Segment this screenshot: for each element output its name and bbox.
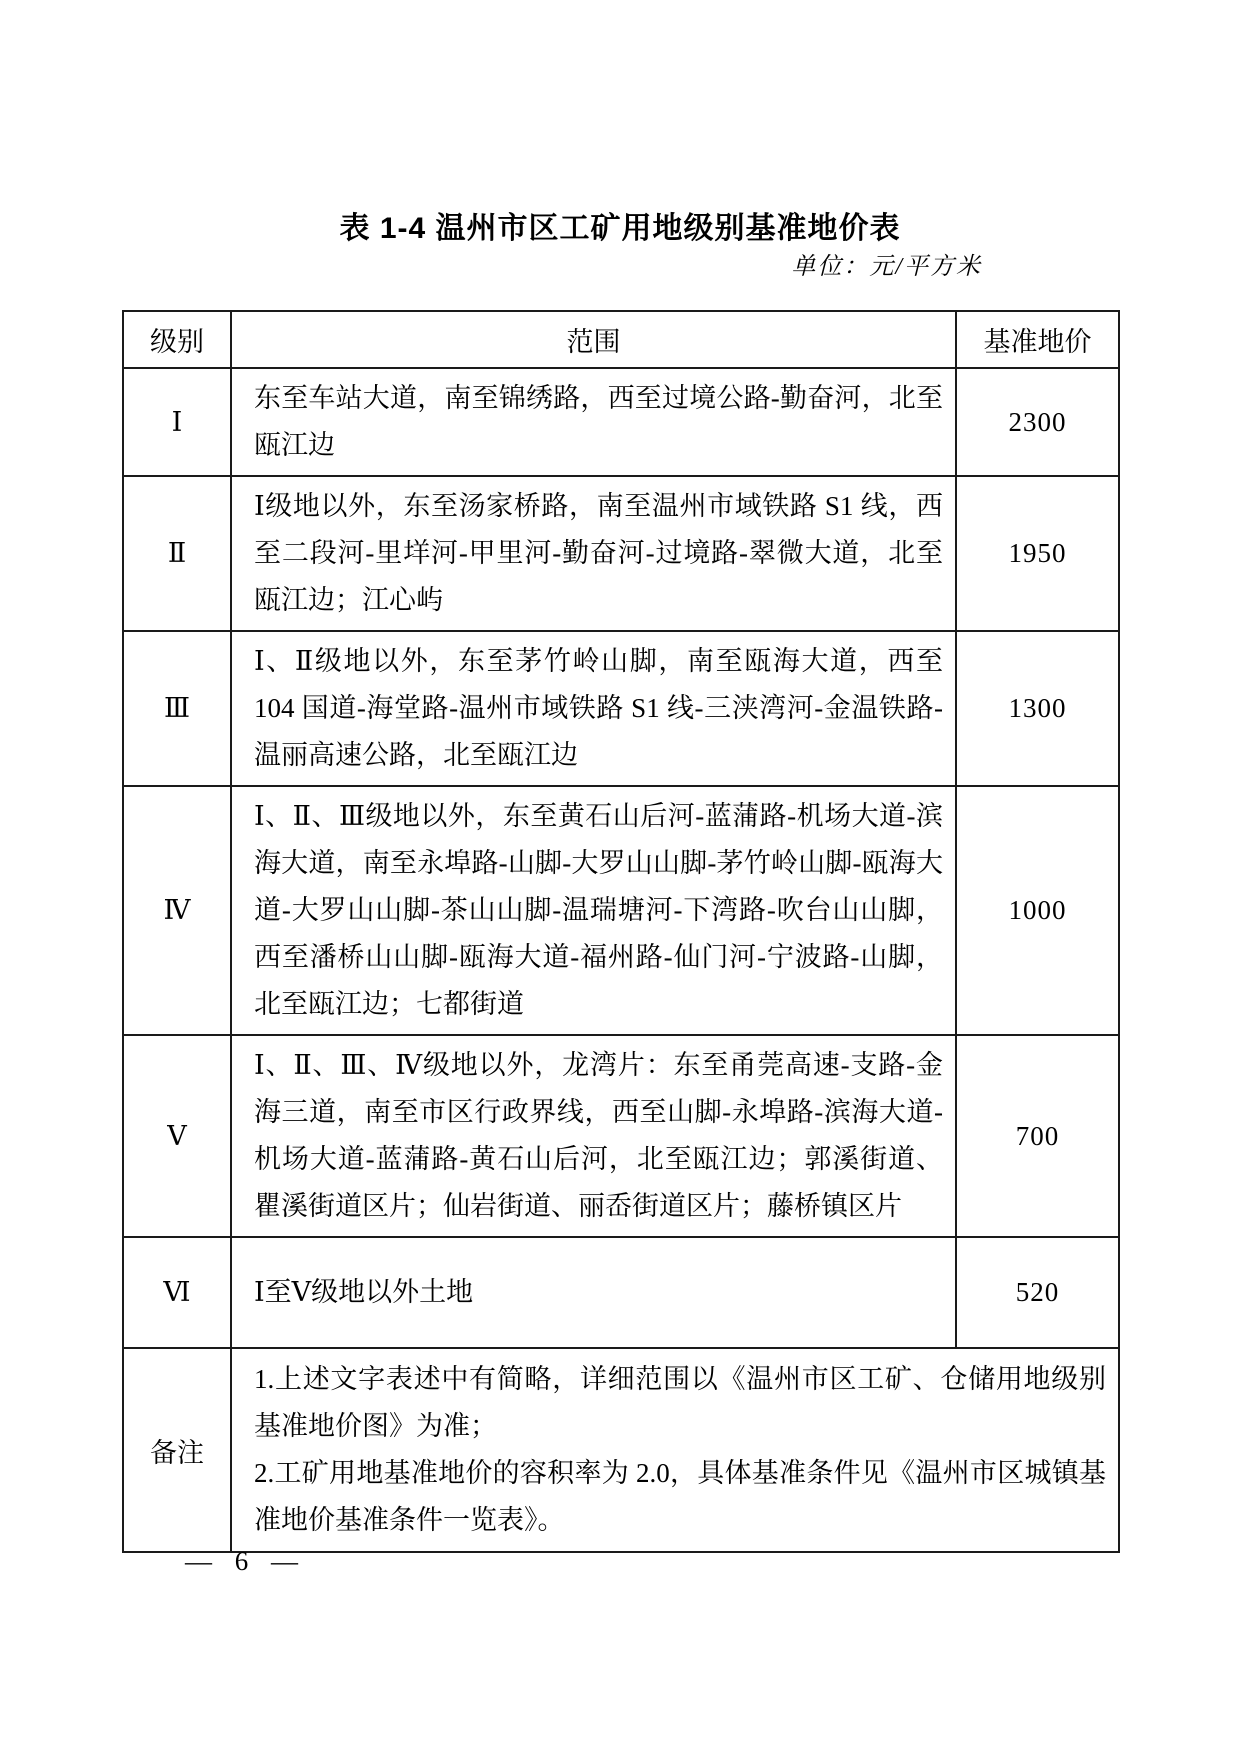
header-price: 基准地价 bbox=[956, 311, 1119, 368]
table-row-grade-2 bbox=[123, 476, 1119, 631]
table-row-grade-4 bbox=[123, 786, 1119, 1035]
grade-label: Ⅲ bbox=[123, 631, 231, 786]
grade-label: Ⅰ bbox=[123, 368, 231, 476]
range-text: Ⅰ至Ⅴ级地以外土地 bbox=[231, 1237, 956, 1348]
page-title: 表 1-4 温州市区工矿用地级别基准地价表 bbox=[339, 212, 901, 245]
range-text: Ⅰ、Ⅱ、Ⅲ、Ⅳ级地以外，龙湾片：东至甬莞高速-支路-金海三道，南至市区行政界线，西至山脚-永埠路-滨海大道-机场大道-蓝蒲路-黄石山后河，北至瓯江边；郭溪街道、瞿溪街道区片；仙岩街道、丽岙街道区片；藤桥镇区片 bbox=[231, 1035, 956, 1237]
price-value: 700 bbox=[956, 1035, 1119, 1237]
table-row-grade-6 bbox=[123, 1237, 1119, 1348]
remark-line-2: 2.工矿用地基准地价的容积率为 2.0，具体基准条件见《温州市区城镇基准地价基准条件一览表》。 bbox=[254, 1458, 1106, 1535]
table-row-grade-5 bbox=[123, 1035, 1119, 1237]
range-text: Ⅰ级地以外，东至汤家桥路，南至温州市域铁路 S1 线，西至二段河-里垟河-甲里河-勤奋河-过境路-翠微大道，北至瓯江边；江心屿 bbox=[231, 476, 956, 631]
grade-label: Ⅳ bbox=[123, 786, 231, 1035]
range-text: 东至车站大道，南至锦绣路，西至过境公路-勤奋河，北至瓯江边 bbox=[231, 368, 956, 476]
table-header-row bbox=[123, 311, 1119, 368]
price-value: 1950 bbox=[956, 476, 1119, 631]
header-range: 范围 bbox=[231, 311, 956, 368]
remark-label: 备注 bbox=[123, 1348, 231, 1552]
table-row-remark bbox=[123, 1348, 1119, 1552]
price-value: 520 bbox=[956, 1237, 1119, 1348]
benchmark-price-table bbox=[122, 310, 1118, 1553]
remark-line-1: 1.上述文字表述中有简略，详细范围以《温州市区工矿、仓储用地级别基准地价图》为准； bbox=[254, 1364, 1106, 1441]
price-table bbox=[122, 310, 1120, 1553]
grade-label: Ⅵ bbox=[123, 1237, 231, 1348]
table-row-grade-1 bbox=[123, 368, 1119, 476]
grade-label: Ⅱ bbox=[123, 476, 231, 631]
page-number: — 6 — bbox=[185, 1546, 306, 1576]
unit-note: 单位：元/平方米 bbox=[791, 254, 982, 280]
price-value: 2300 bbox=[956, 368, 1119, 476]
price-value: 1300 bbox=[956, 631, 1119, 786]
range-text: Ⅰ、Ⅱ、Ⅲ级地以外，东至黄石山后河-蓝蒲路-机场大道-滨海大道，南至永埠路-山脚-大罗山山脚-茅竹岭山脚-瓯海大道-大罗山山脚-茶山山脚-温瑞塘河-下湾路-吹台山山脚，西至潘桥山山脚-瓯海大道-福州路-仙门河-宁波路-山脚，北至瓯江边；七都街道 bbox=[231, 786, 956, 1035]
grade-label: Ⅴ bbox=[123, 1035, 231, 1237]
header-grade: 级别 bbox=[123, 311, 231, 368]
range-text: Ⅰ、Ⅱ级地以外，东至茅竹岭山脚，南至瓯海大道，西至 104 国道-海堂路-温州市域铁路 S1 线-三浃湾河-金温铁路-温丽高速公路，北至瓯江边 bbox=[231, 631, 956, 786]
remark-content bbox=[231, 1348, 1119, 1552]
table-row-grade-3 bbox=[123, 631, 1119, 786]
price-value: 1000 bbox=[956, 786, 1119, 1035]
